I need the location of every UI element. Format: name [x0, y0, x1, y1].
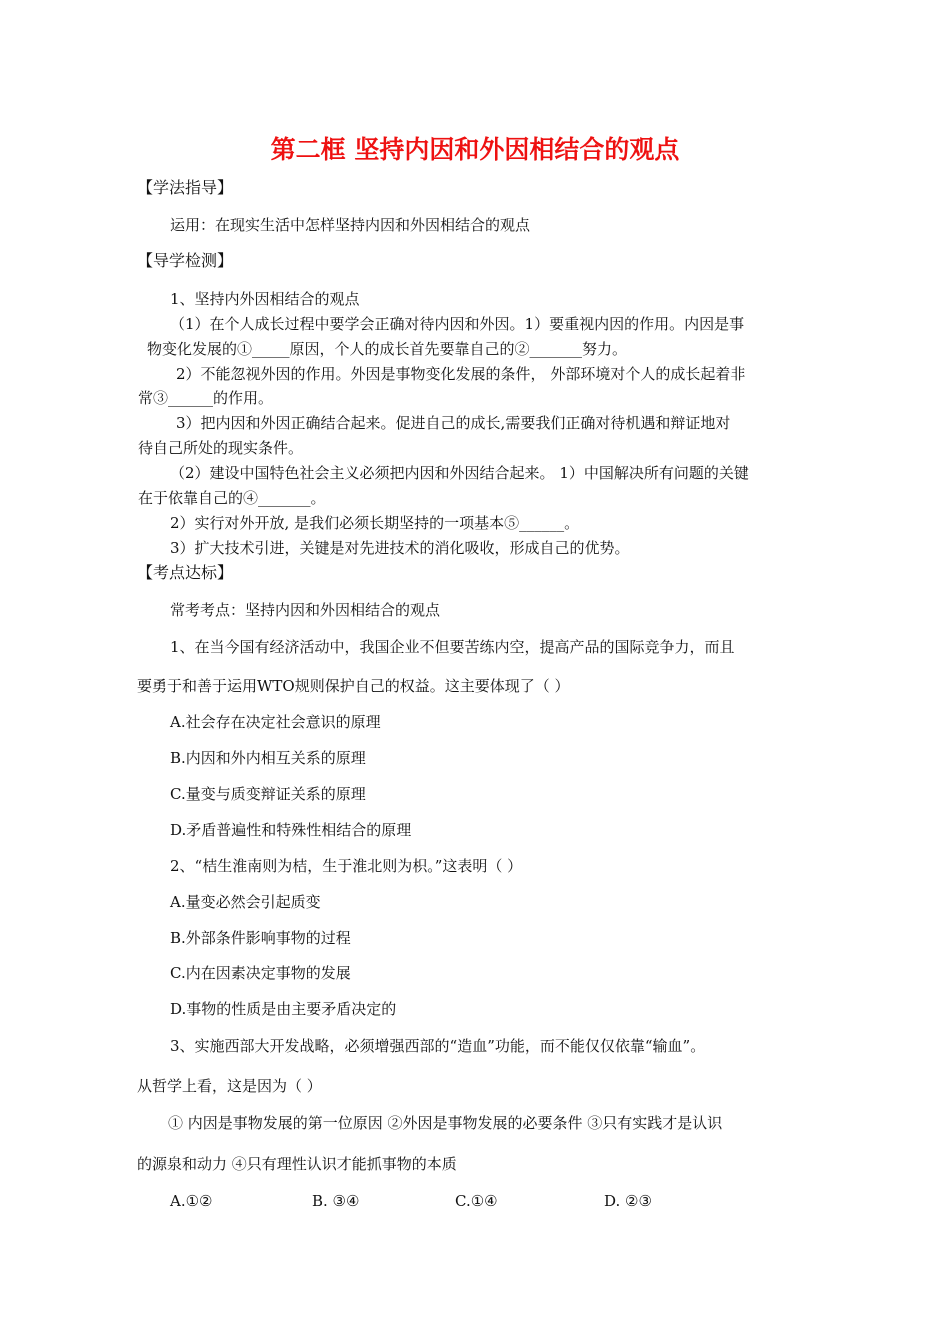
section-heading-study-guide: 【学法指导】 — [137, 178, 234, 197]
question-3-statements: ① 内因是事物发展的第一位原因 ②外因是事物发展的必要条件 ③只有实践才是认识 — [168, 1114, 723, 1132]
guided-check-line: （1）在个人成长过程中要学会正确对待内因和外因。1）要重视内因的作用。内因是事 — [170, 315, 745, 333]
question-2-option-b: B.外部条件影响事物的过程 — [170, 929, 351, 947]
section-heading-exam-points: 【考点达标】 — [137, 563, 234, 582]
question-1-option-c: C.量变与质变辩证关系的原理 — [170, 785, 366, 803]
question-3-stem: 3、实施西部大开发战略，必须增强西部的“造血”功能，而不能仅仅依靠“输血”。 — [170, 1037, 706, 1055]
question-2-option-a: A.量变必然会引起质变 — [170, 893, 321, 911]
question-3-stem-continued: 从哲学上看，这是因为（ ） — [137, 1077, 322, 1095]
question-1-option-b: B.内因和外内相互关系的原理 — [170, 749, 366, 767]
section-heading-guided-check: 【导学检测】 — [137, 251, 234, 270]
question-1-stem: 1、在当今国有经济活动中，我国企业不但要苦练内空，提高产品的国际竞争力，而且 — [170, 638, 735, 656]
guided-check-line: 物变化发展的①_____原因，个人的成长首先要靠自己的②_______努力。 — [147, 340, 628, 358]
guided-check-line: 待自己所处的现实条件。 — [138, 439, 304, 457]
guided-check-line: 2）实行对外开放, 是我们必须长期坚持的一项基本⑤______。 — [170, 514, 580, 532]
question-2-option-d: D.事物的性质是由主要矛盾决定的 — [170, 1000, 397, 1018]
question-3-option-c: C.①④ — [455, 1192, 498, 1210]
question-1-option-a: A.社会存在决定社会意识的原理 — [170, 713, 381, 731]
guided-check-line: 在于依靠自己的④_______。 — [138, 489, 326, 507]
question-3-option-a: A.①② — [170, 1192, 213, 1210]
question-3-option-d: D. ②③ — [604, 1192, 652, 1210]
guided-check-line: 1、坚持内外因相结合的观点 — [170, 290, 360, 308]
exam-points-intro: 常考考点：坚持内因和外因相结合的观点 — [170, 601, 441, 619]
guided-check-line: 2）不能忽视外因的作用。外因是事物变化发展的条件， 外部环境对个人的成长起着非 — [176, 365, 746, 383]
question-2-stem: 2、“桔生淮南则为桔，生于淮北则为枳。”这表明（ ） — [170, 857, 523, 875]
question-2-option-c: C.内在因素决定事物的发展 — [170, 964, 351, 982]
question-1-option-d: D.矛盾普遍性和特殊性相结合的原理 — [170, 821, 412, 839]
guided-check-line: 3）扩大技术引进，关键是对先进技术的消化吸收，形成自己的优势。 — [170, 539, 630, 557]
guided-check-line: 3）把内因和外因正确结合起来。促进自己的成长,需要我们正确对待机遇和辩证地对 — [176, 414, 731, 432]
page-title: 第二框 坚持内因和外因相结合的观点 — [270, 135, 680, 164]
question-1-stem-continued: 要勇于和善于运用WTO规则保护自己的权益。这主要体现了（ ） — [137, 677, 570, 695]
study-guide-text: 运用：在现实生活中怎样坚持内因和外因相结合的观点 — [170, 216, 531, 234]
question-3-statements-continued: 的源泉和动力 ④只有理性认识才能抓事物的本质 — [137, 1155, 457, 1173]
question-3-option-b: B. ③④ — [312, 1192, 360, 1210]
guided-check-line: 常③______的作用。 — [138, 389, 274, 407]
guided-check-line: （2）建设中国特色社会主义必须把内因和外因结合起来。 1）中国解决所有问题的关键 — [170, 464, 749, 482]
